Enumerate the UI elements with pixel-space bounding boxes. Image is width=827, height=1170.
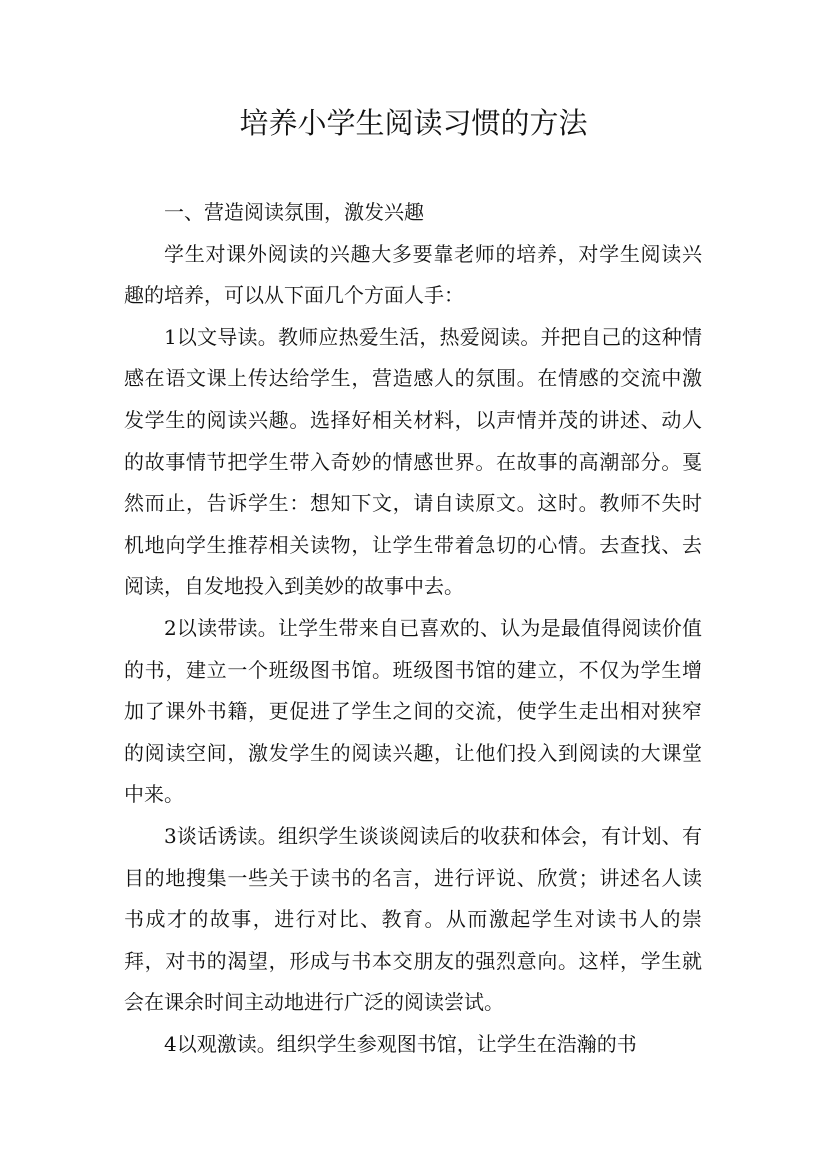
paragraph: 学生对课外阅读的兴趣大多要靠老师的培养，对学生阅读兴趣的培养，可以从下面几个方面人手： [124, 241, 702, 308]
document-body [124, 192, 702, 1065]
paragraph: 3谈话诱读。组织学生谈谈阅读后的收获和体会，有计划、有目的地搜集一些关于读书的名言，进行评说、欣赏；讲述名人读书成才的故事，进行对比、教育。从而激起学生对读书人的崇拜，对书的渴望，形成与书本交朋友的强烈意向。这样，学生就会在课余时间主动地进行广泛的阅读尝试。 [124, 823, 702, 1015]
section-heading: 一、营造阅读氛围，激发兴趣 [164, 200, 424, 224]
paragraph: 4以观激读。组织学生参观图书馆，让学生在浩瀚的书 [164, 1031, 637, 1056]
paragraph: 1以文导读。教师应热爱生活，热爱阅读。并把自己的这种情感在语文课上传达给学生，营造感人的氛围。在情感的交流中激发学生的阅读兴趣。选择好相关材料，以声情并茂的讲述、动人的故事情节把学生带入奇妙的情感世界。在故事的高潮部分。戛然而止，告诉学生：想知下文，请自读原文。这时。教师不失时机地向学生推荐相关读物，让学生带着急切的心情。去查找、去阅读，自发地投入到美妙的故事中去。 [124, 324, 702, 599]
document-title: 培养小学生阅读习惯的方法 [239, 106, 588, 140]
paragraph: 2以读带读。让学生带来自已喜欢的、认为是最值得阅读价值的书，建立一个班级图书馆。班级图书馆的建立，不仅为学生增加了课外书籍，更促进了学生之间的交流，使学生走出相对狭窄的阅读空间，激发学生的阅读兴趣，让他们投入到阅读的大课堂中来。 [124, 615, 702, 807]
